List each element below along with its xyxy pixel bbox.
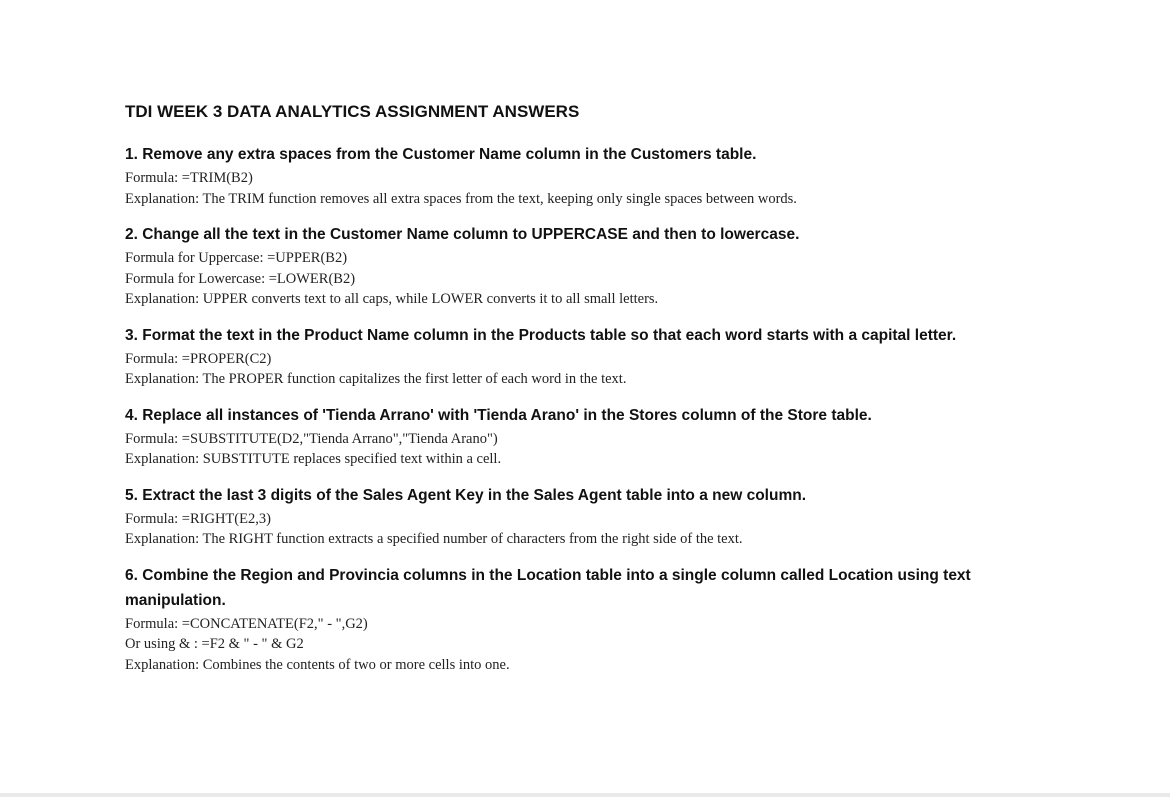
explanation-line: Explanation: The PROPER function capitalizes the first letter of each word in the text. (125, 371, 627, 387)
question-1 (125, 142, 1025, 209)
question-2 (125, 222, 1025, 310)
formula-line: Formula for Lowercase: =LOWER(B2) (125, 270, 356, 287)
formula-line: Formula: =RIGHT(E2,3) (125, 510, 271, 527)
explanation-line: Explanation: Combines the contents of two or more cells into one. (125, 656, 510, 673)
formula-line: Formula for Uppercase: =UPPER(B2) (125, 250, 348, 266)
formula-line: Formula: =PROPER(C2) (125, 350, 272, 367)
formula-line: Formula: =CONCATENATE(F2," - ",G2) (125, 615, 368, 632)
question-4 (125, 403, 1025, 470)
explanation-line: Explanation: The TRIM function removes all extra spaces from the text, keeping only single spaces between words. (125, 190, 797, 207)
formula-line: Or using & : =F2 & " - " & G2 (125, 636, 304, 652)
question-heading: 6. Combine the Region and Provincia columns in the Location table into a single column called Location using text manipulation. (125, 566, 971, 609)
document-title: TDI WEEK 3 DATA ANALYTICS ASSIGNMENT ANSWERS (125, 102, 580, 121)
question-3 (125, 323, 1025, 390)
question-heading: 4. Replace all instances of 'Tienda Arrano' with 'Tienda Arano' in the Stores column of the Store table. (125, 406, 872, 424)
question-5 (125, 483, 1025, 550)
question-heading: 3. Format the text in the Product Name column in the Products table so that each word starts with a capital letter. (125, 326, 957, 344)
explanation-line: Explanation: UPPER converts text to all caps, while LOWER converts it to all small letters. (125, 291, 659, 307)
question-heading: 5. Extract the last 3 digits of the Sales Agent Key in the Sales Agent table into a new column. (125, 486, 807, 504)
explanation-line: Explanation: The RIGHT function extracts a specified number of characters from the right side of the text. (125, 531, 743, 547)
question-heading: 1. Remove any extra spaces from the Customer Name column in the Customers table. (125, 146, 757, 163)
formula-line: Formula: =TRIM(B2) (125, 170, 253, 186)
explanation-line: Explanation: SUBSTITUTE replaces specified text within a cell. (125, 451, 502, 467)
question-6 (125, 563, 1025, 676)
document-content (125, 100, 1025, 688)
question-heading: 2. Change all the text in the Customer Name column to UPPERCASE and then to lowercase. (125, 226, 800, 243)
page-bottom-divider (0, 793, 1170, 797)
formula-line: Formula: =SUBSTITUTE(D2,"Tienda Arrano","Tienda Arano") (125, 430, 498, 447)
